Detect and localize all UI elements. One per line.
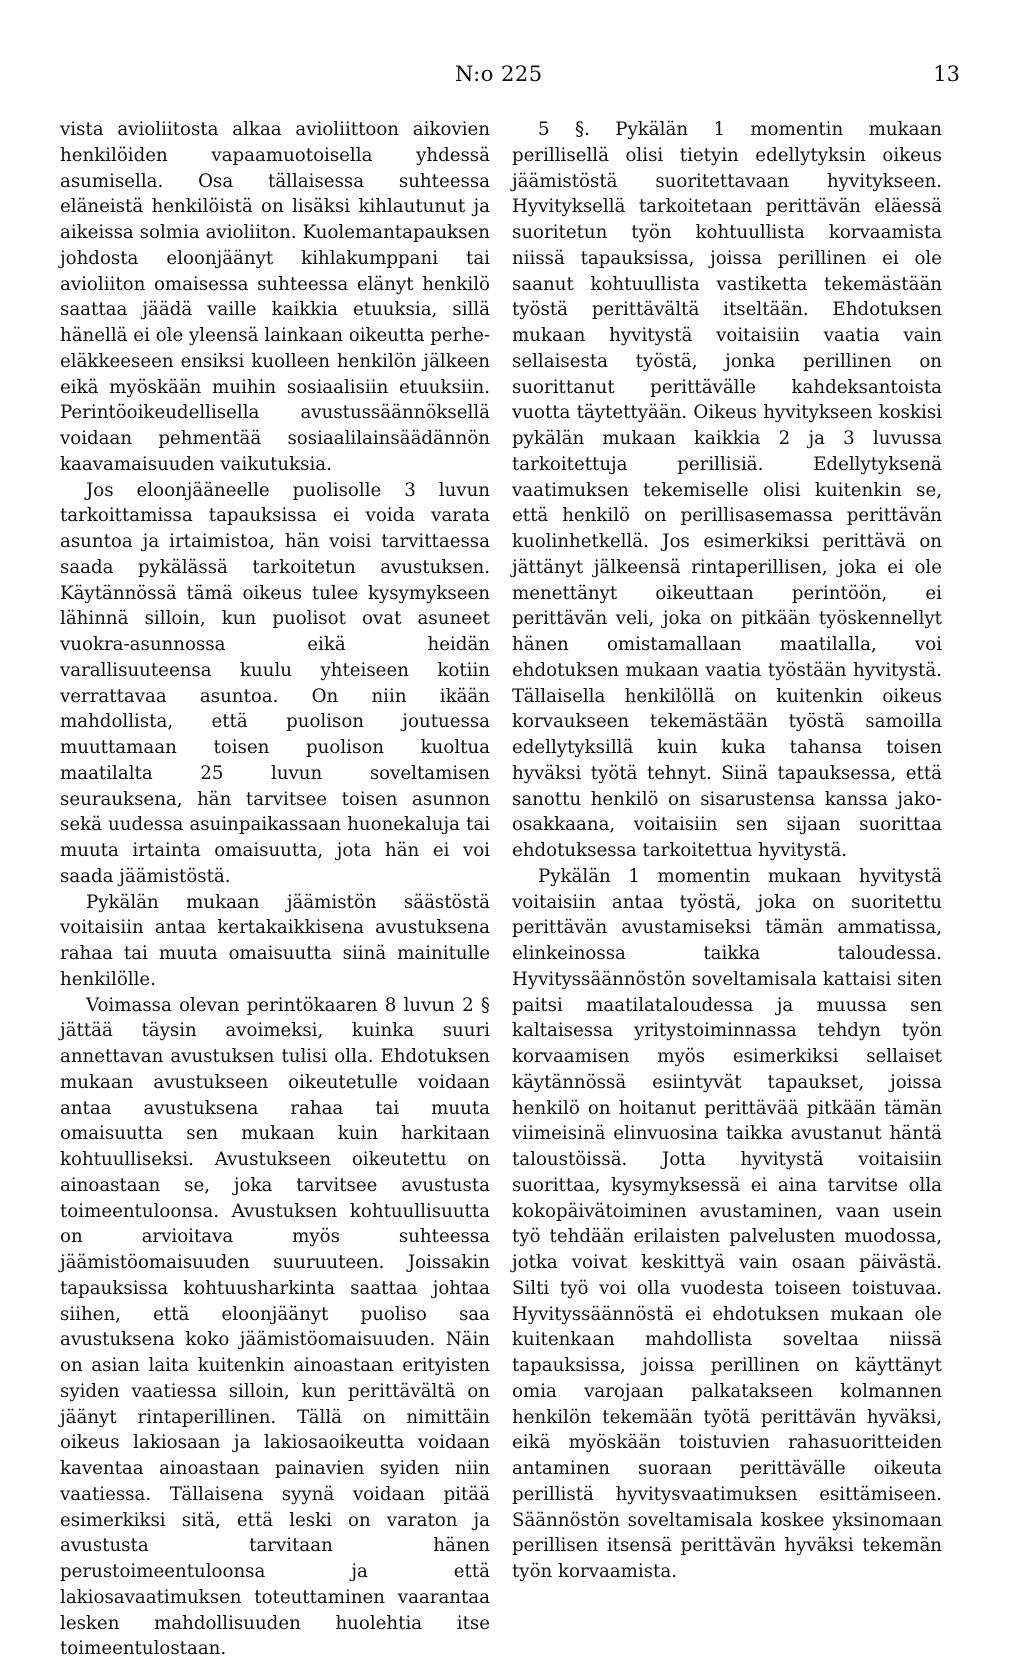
- right-column: [512, 117, 942, 1585]
- left-paragraph-4: Voimassa olevan perintökaaren 8 luvun 2 § jättää täysin avoimeksi, kuinka suuri annettavan avustuksen tulisi olla. Ehdotuksen mukaan avustukseen oikeutetulle voidaan antaa avustuksena rahaa tai muuta omaisuutta sen mukaan kuin harkitaan kohtuulliseksi. Avustukseen oikeutettu on ainoastaan se, joka tarvitsee avustusta toimeentuloonsa. Avustuksen kohtuullisuutta on arvioitava myös suhteessa jäämistöomaisuuden suuruuteen. Joissakin tapauksissa kohtuusharkinta saattaa johtaa siihen, että eloonjäänyt puoliso saa avustuksena koko jäämistöomaisuuden. Näin on asian laita kuitenkin ainoastaan erityisten syiden vaatiessa silloin, kun perittävältä on jäänyt rintaperillinen. Tällä on nimittäin oikeus lakiosaan ja lakiosaoikeutta voidaan kaventaa ainoastaan painavien syiden niin vaatiessa. Tällaisena syynä voidaan pitää esimerkiksi sitä, että leski on varaton ja avustusta tarvitaan hänen perustoimeentuloonsa ja että lakiosavaatimuksen toteuttaminen vaarantaa lesken mahdollisuuden huolehtia itse toimeentulostaan.: [60, 993, 490, 1662]
- right-paragraph-1: 5 §. Pykälän 1 momentin mukaan perillisellä olisi tietyin edellytyksin oikeus jäämistöstä suoritettavaan hyvitykseen. Hyvityksellä tarkoitetaan perittävän eläessä suoritetun työn kohtuullista korvaamista niissä tapauksissa, joissa perillinen ei ole saanut kohtuullista vastiketta tekemästään työstä perittävältä itseltään. Ehdotuksen mukaan hyvitystä voitaisiin vaatia vain sellaisesta työstä, jonka perillinen on suorittanut perittävälle kahdeksantoista vuotta täytettyään. Oikeus hyvitykseen koskisi pykälän mukaan kaikkia 2 ja 3 luvussa tarkoitettuja perillisiä. Edellytyksenä vaatimuksen tekemiselle olisi kuitenkin se, että henkilö on perillisasemassa perittävän kuolinhetkellä. Jos esimerkiksi perittävä on jättänyt jälkeensä rintaperillisen, joka ei ole menettänyt oikeuttaan perintöön, ei perittävän veli, joka on pitkään työskennellyt hänen omistamallaan maatilalla, voi ehdotuksen mukaan vaatia työstään hyvitystä. Tällaisella henkilöllä on kuitenkin oikeus korvaukseen tekemästään työstä samoilla edellytyksillä kuin kuka tahansa toisen hyväksi työtä tehnyt. Siinä tapauksessa, että sanottu henkilö on sisarustensa kanssa jako-osakkaana, voitaisiin sen sijaan suorittaa ehdotuksessa tarkoitettua hyvitystä.: [512, 117, 942, 864]
- left-paragraph-1: vista avioliitosta alkaa avioliittoon aikovien henkilöiden vapaamuotoisella yhdessä asumisella. Osa tällaisessa suhteessa eläneistä henkilöistä on lisäksi kihlautunut ja aikeissa solmia avioliiton. Kuolemantapauksen johdosta eloonjäänyt kihlakumppani tai avioliiton omaisessa suhteessa elänyt henkilö saattaa jäädä vaille kaikkia etuuksia, sillä hänellä ei ole yleensä lainkaan oikeutta perhe-eläkkeeseen ensiksi kuolleen henkilön jälkeen eikä myöskään muihin sosiaalisiin etuuksiin. Perintöoikeudellisella avustussäännöksellä voidaan pehmentää sosiaalilainsäädännön kaavamaisuuden vaikutuksia.: [60, 117, 490, 478]
- left-paragraph-2: Jos eloonjääneelle puolisolle 3 luvun tarkoittamissa tapauksissa ei voida varata asuntoa ja irtaimistoa, hän voisi tarvittaessa saada pykälässä tarkoitetun avustuksen. Käytännössä tämä oikeus tulee kysymykseen lähinnä silloin, kun puolisot ovat asuneet vuokra-asunnossa eikä heidän varallisuuteensa kuulu yhteiseen kotiin verrattavaa asuntoa. On niin ikään mahdollista, että puolison joutuessa muuttamaan toisen puolison kuoltua maatilalta 25 luvun soveltamisen seurauksena, hän tarvitsee toisen asunnon sekä uudessa asuinpaikassaan huonekaluja tai muuta irtainta omaisuutta, jota hän ei voi saada jäämistöstä.: [60, 478, 490, 890]
- left-paragraph-3: Pykälän mukaan jäämistön säästöstä voitaisiin antaa kertakaikkisena avustuksena rahaa tai muuta omaisuutta siinä mainitulle henkilölle.: [60, 890, 490, 993]
- page-number: 13: [933, 62, 960, 86]
- page-header: [60, 62, 960, 88]
- right-paragraph-2: Pykälän 1 momentin mukaan hyvitystä voitaisiin antaa työstä, joka on suoritettu perittävän avustamiseksi tämän ammatissa, elinkeinossa taikka taloudessa. Hyvityssäännöstön soveltamisala kattaisi siten paitsi maatilataloudessa ja muussa sen kaltaisessa yritystoiminnassa tehdyn työn korvaamisen myös esimerkiksi sellaiset käytännössä esiintyvät tapaukset, joissa henkilö on hoitanut perittävää pitkään tämän viimeisinä elinvuosina taikka avustanut häntä taloustöissä. Jotta hyvitystä voitaisiin suorittaa, kysymyksessä ei aina tarvitse olla kokopäivätoiminen avustaminen, vaan usein työ tehdään erilaisten palvelusten muodossa, jotka voivat keskittyä vain osaan päivästä. Silti työ voi olla vuodesta toiseen toistuvaa. Hyvityssäännöstä ei ehdotuksen mukaan ole kuitenkaan mahdollista soveltaa niissä tapauksissa, joissa perillinen on käyttänyt omia varojaan palkatakseen kolmannen henkilön tekemään työtä perittävän hyväksi, eikä myöskään toistuvien rahasuoritteiden antaminen suoraan perittävälle oikeuta perillistä hyvitysvaatimuksen esittämiseen. Säännöstön soveltamisala koskee yksinomaan perillisen itsensä perittävän hyväksi tekemän työn korvaamista.: [512, 864, 942, 1585]
- document-number: N:o 225: [455, 62, 543, 86]
- left-column: [60, 117, 490, 1662]
